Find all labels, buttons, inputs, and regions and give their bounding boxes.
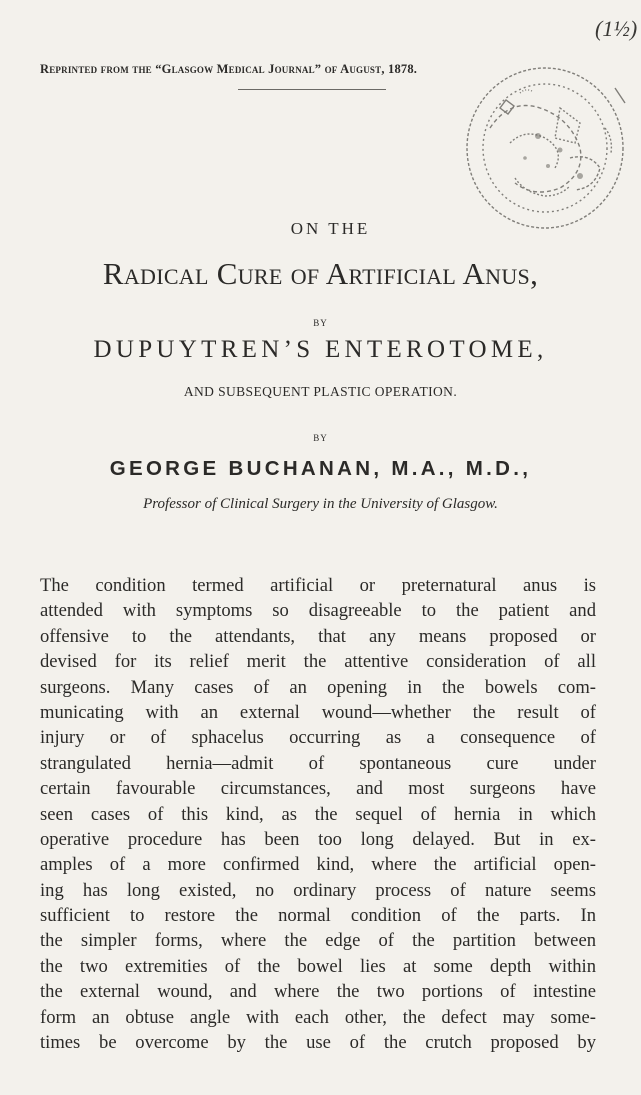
- body-line: form an obtuse angle with each other, the defect may some-: [40, 1006, 596, 1028]
- reprint-underline: [238, 89, 386, 90]
- corner-catalogue-number: (1½): [595, 16, 638, 41]
- body-line: devised for its relief merit the attentive consideration of all: [40, 651, 596, 673]
- title-prefix-text: ON THE: [290, 219, 371, 238]
- by-label-1: BY: [313, 318, 328, 328]
- by-label-2: BY: [313, 433, 328, 443]
- author-affiliation: Professor of Clinical Surgery in the University of Glasgow.: [143, 496, 498, 512]
- reprint-note: [40, 62, 430, 77]
- title-prefix: [0, 219, 641, 239]
- body-paragraph: [40, 573, 596, 1055]
- body-line: the two extremities of the bowel lies at some depth within: [40, 955, 596, 977]
- body-line: certain favourable circumstances, and most surgeons have: [40, 778, 596, 800]
- body-line: surgeons. Many cases of an opening in the bowels com-: [40, 676, 596, 698]
- body-line: operative procedure has been too long delayed. But in ex-: [40, 828, 596, 850]
- body-line: The condition termed artificial or preternatural anus is: [40, 575, 596, 596]
- body-line: municating with an external wound—whether the result of: [40, 701, 596, 723]
- body-line: seen cases of this kind, as the sequel of hernia in which: [40, 803, 596, 825]
- body-line: offensive to the attendants, that any means proposed or: [40, 625, 596, 647]
- document-subline: AND SUBSEQUENT PLASTIC OPERATION.: [183, 384, 458, 399]
- body-line: injury or of sphacelus occurring as a consequence of: [40, 727, 596, 749]
- body-line: the simpler forms, where the edge of the partition between: [40, 930, 596, 952]
- body-line: strangulated hernia—admit of spontaneous cure under: [40, 752, 596, 774]
- document-subtitle: DUPUYTREN’S ENTEROTOME,: [93, 336, 548, 363]
- body-line: attended with symptoms so disagreeable to the patient and: [40, 600, 596, 622]
- body-line: the external wound, and where the two portions of intestine: [40, 981, 596, 1003]
- author-name: GEORGE BUCHANAN, M.A., M.D.,: [109, 457, 532, 480]
- reprint-note-text: Reprinted from the “Glasgow Medical Journal” of August, 1878.: [40, 62, 418, 76]
- body-line: ing has long existed, no ordinary process of nature seems: [40, 879, 596, 901]
- body-line: amples of a more confirmed kind, where the artificial open-: [40, 854, 596, 876]
- body-line: sufficient to restore the normal condition of the parts. In: [40, 905, 596, 927]
- document-title: Radical Cure of Artificial Anus,: [102, 256, 539, 291]
- library-stamp-icon: [420, 48, 630, 243]
- body-line: times be overcome by the use of the crutch proposed by: [40, 1032, 596, 1054]
